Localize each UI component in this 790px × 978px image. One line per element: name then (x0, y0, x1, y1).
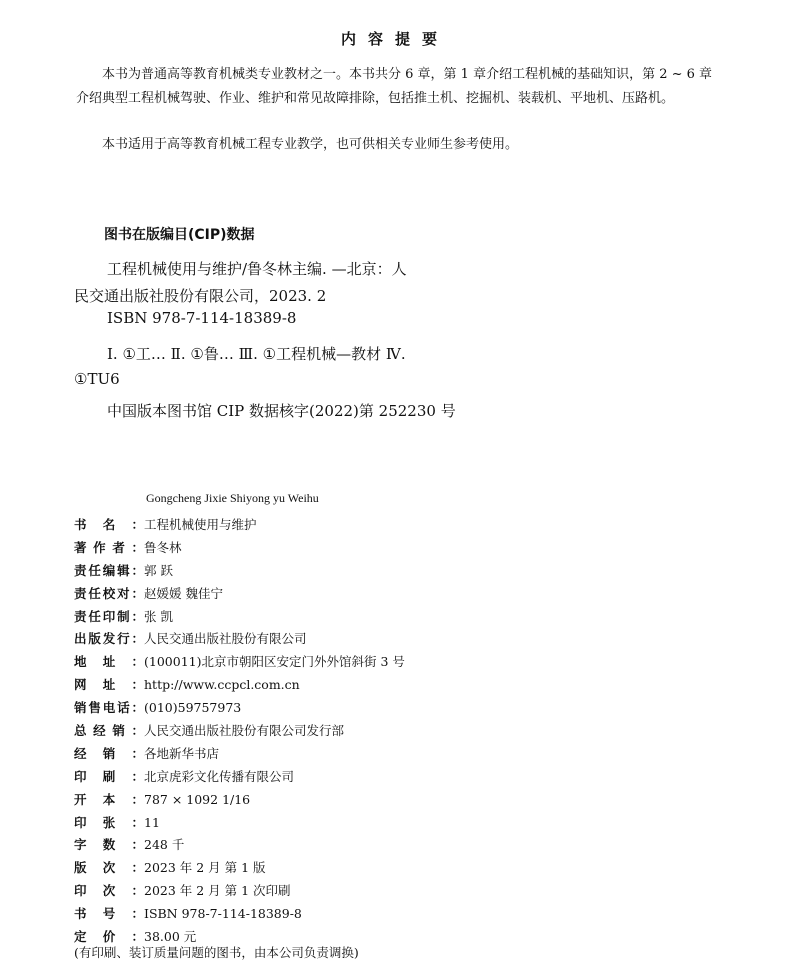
colophon-value: http://www.ccpcl.com.cn (144, 677, 300, 693)
colophon-value: (100011)北京市朝阳区安定门外外馆斜街 3 号 (144, 654, 405, 670)
colophon-list (74, 514, 405, 949)
colophon-label: 书名： (74, 517, 144, 532)
colophon-label: 出版发行： (74, 631, 144, 647)
cip-title-line: 工程机械使用与维护/鲁冬林主编. —北京：人 (107, 260, 407, 278)
colophon-value: 人民交通出版社股份有限公司 (144, 631, 307, 647)
summary-title: 内容提要 (340, 30, 449, 48)
colophon-row (74, 537, 405, 560)
pinyin-title: Gongcheng Jixie Shiyong yu Weihu (146, 491, 319, 505)
colophon-label: 销售电话： (74, 700, 144, 716)
colophon-label: 版次： (74, 860, 144, 876)
colophon-value: 张 凯 (144, 608, 173, 624)
summary-paragraph: 本书为普通高等教育机械类专业教材之一。本书共分 6 章，第 1 章介绍工程机械的基础知识，第 2 ~ 6 章介绍典型工程机械驾驶、作业、维护和常见故障排除，包括推土机、挖掘机、装载机、平地机、压路机。 (76, 67, 713, 106)
colophon-value: 赵媛媛 魏佳宁 (144, 585, 223, 601)
colophon-row (74, 560, 405, 583)
colophon-row (74, 880, 405, 903)
colophon-value: 鲁冬林 (144, 539, 182, 555)
colophon-row (74, 789, 405, 812)
colophon-row (74, 857, 405, 880)
colophon-label: 字数： (74, 837, 144, 853)
colophon-row (74, 651, 405, 674)
colophon-row (74, 697, 405, 720)
colophon-label: 印刷： (74, 768, 144, 784)
colophon-value: 人民交通出版社股份有限公司发行部 (144, 723, 345, 739)
colophon-row (74, 583, 405, 606)
summary-paragraph: 本书适用于高等教育机械工程专业教学，也可供相关专业师生参考使用。 (102, 137, 519, 152)
colophon-label: 经销： (74, 745, 144, 761)
colophon-value: (010)59757973 (144, 700, 242, 716)
colophon-row (74, 628, 405, 651)
cip-publisher-line: 民交通出版社股份有限公司，2023. 2 (74, 287, 327, 305)
colophon-value: 38.00 元 (144, 929, 197, 945)
colophon-row (74, 674, 405, 697)
colophon-label: 定价： (74, 929, 144, 945)
colophon-label: 责任印制： (74, 608, 144, 624)
colophon-value: 2023 年 2 月 第 1 次印刷 (144, 883, 291, 899)
colophon-label: 责任校对： (74, 585, 144, 601)
colophon-label: 责任编辑： (74, 562, 144, 578)
colophon-value: 787 × 1092 1/16 (144, 791, 251, 807)
colophon-label: 印次： (74, 883, 144, 899)
colophon-label: 书号： (74, 906, 144, 922)
colophon-value: 郭 跃 (144, 562, 173, 578)
colophon-label: 地址： (74, 654, 144, 670)
colophon-row (74, 812, 405, 835)
colophon-value: 各地新华书店 (144, 745, 220, 761)
colophon-label: 开本： (74, 791, 144, 807)
colophon-row (74, 903, 405, 926)
colophon-label: 印张： (74, 814, 144, 830)
colophon-row (74, 514, 405, 537)
colophon-row (74, 834, 405, 857)
colophon-row (74, 743, 405, 766)
colophon-label: 著作者： (74, 539, 144, 555)
colophon-value: 248 千 (144, 837, 185, 853)
quality-notice: (有印刷、装订质量问题的图书，由本公司负责调换) (74, 945, 359, 960)
cip-record-number: 中国版本图书馆 CIP 数据核字(2022)第 252230 号 (107, 402, 456, 420)
colophon-row (74, 766, 405, 789)
cip-heading: 图书在版编目(CIP)数据 (104, 227, 255, 243)
colophon-value: 11 (144, 814, 160, 830)
colophon-label: 总经销： (74, 723, 144, 739)
colophon-label: 网址： (74, 677, 144, 693)
cip-classification-cont: ①TU6 (74, 370, 120, 388)
colophon-value: 北京虎彩文化传播有限公司 (144, 768, 295, 784)
colophon-value: 工程机械使用与维护 (144, 517, 257, 532)
colophon-value: 2023 年 2 月 第 1 版 (144, 860, 266, 876)
colophon-value: ISBN 978-7-114-18389-8 (144, 906, 302, 922)
colophon-row (74, 606, 405, 629)
colophon-row (74, 720, 405, 743)
cip-isbn: ISBN 978-7-114-18389-8 (107, 309, 297, 327)
cip-classification: Ⅰ. ①工… Ⅱ. ①鲁… Ⅲ. ①工程机械—教材 Ⅳ. (107, 345, 406, 363)
